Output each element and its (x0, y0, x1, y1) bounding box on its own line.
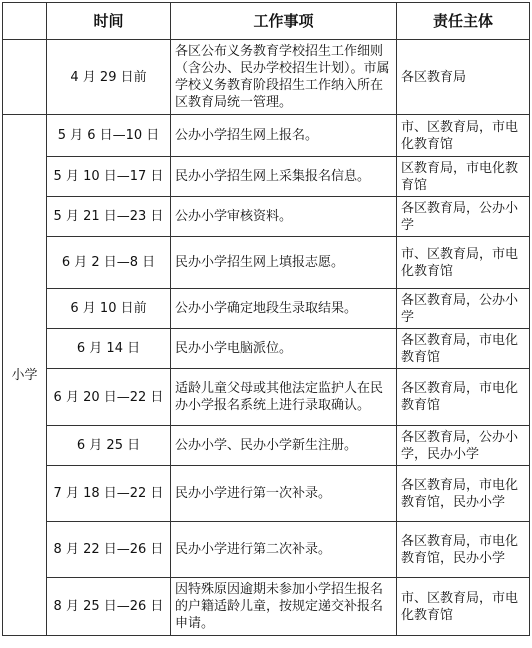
task-cell: 适龄儿童父母或其他法定监护人在民办小学报名系统上进行录取确认。 (171, 369, 397, 426)
owner-cell: 市、区教育局，市电化教育馆 (397, 237, 530, 289)
time-cell: 6 月 10 日前 (47, 289, 171, 329)
task-cell: 公办小学招生网上报名。 (171, 115, 397, 157)
table-row (3, 237, 530, 289)
time-cell: 6 月 2 日—8 日 (47, 237, 171, 289)
owner-cell: 各区教育局，市电化教育馆 (397, 329, 530, 369)
table-row (3, 157, 530, 197)
owner-cell: 各区教育局，市电化教育馆，民办小学 (397, 466, 530, 522)
owner-cell: 市、区教育局，市电化教育馆 (397, 115, 530, 157)
table-row (3, 426, 530, 466)
task-cell: 各区公布义务教育学校招生工作细则（含公办、民办学校招生计划）。市属学校义务教育阶段招生工作纳入所在区教育局统一管理。 (171, 40, 397, 115)
time-cell: 6 月 14 日 (47, 329, 171, 369)
time-cell: 6 月 20 日—22 日 (47, 369, 171, 426)
header-task: 工作事项 (171, 3, 397, 40)
time-cell: 5 月 10 日—17 日 (47, 157, 171, 197)
task-cell: 民办小学进行第一次补录。 (171, 466, 397, 522)
time-cell: 8 月 22 日—26 日 (47, 522, 171, 578)
table-row (3, 115, 530, 157)
task-cell: 公办小学、民办小学新生注册。 (171, 426, 397, 466)
time-cell: 5 月 21 日—23 日 (47, 197, 171, 237)
task-cell: 民办小学电脑派位。 (171, 329, 397, 369)
table-row (3, 40, 530, 115)
table-row (3, 329, 530, 369)
owner-cell: 各区教育局，市电化教育馆 (397, 369, 530, 426)
time-cell: 6 月 25 日 (47, 426, 171, 466)
header-owner: 责任主体 (397, 3, 530, 40)
stage-cell: 小学 (3, 115, 47, 636)
time-cell: 8 月 25 日—26 日 (47, 578, 171, 636)
task-cell: 民办小学招生网上采集报名信息。 (171, 157, 397, 197)
table-row (3, 289, 530, 329)
enrollment-schedule-table (2, 2, 530, 636)
owner-cell: 市、区教育局，市电化教育馆 (397, 578, 530, 636)
owner-cell: 区教育局，市电化教育馆 (397, 157, 530, 197)
header-row (3, 3, 530, 40)
task-cell: 公办小学确定地段生录取结果。 (171, 289, 397, 329)
time-cell: 5 月 6 日—10 日 (47, 115, 171, 157)
table-row (3, 197, 530, 237)
table-row (3, 466, 530, 522)
owner-cell: 各区教育局，公办小学，民办小学 (397, 426, 530, 466)
table-row (3, 522, 530, 578)
table-row (3, 578, 530, 636)
task-cell: 公办小学审核资料。 (171, 197, 397, 237)
owner-cell: 各区教育局，市电化教育馆，民办小学 (397, 522, 530, 578)
task-cell: 民办小学招生网上填报志愿。 (171, 237, 397, 289)
owner-cell: 各区教育局，公办小学 (397, 197, 530, 237)
time-cell: 4 月 29 日前 (47, 40, 171, 115)
owner-cell: 各区教育局，公办小学 (397, 289, 530, 329)
task-cell: 民办小学进行第二次补录。 (171, 522, 397, 578)
owner-cell: 各区教育局 (397, 40, 530, 115)
stage-cell-empty (3, 40, 47, 115)
table-row (3, 369, 530, 426)
header-time: 时间 (47, 3, 171, 40)
header-stage (3, 3, 47, 40)
task-cell: 因特殊原因逾期未参加小学招生报名的户籍适龄儿童，按规定递交补报名申请。 (171, 578, 397, 636)
time-cell: 7 月 18 日—22 日 (47, 466, 171, 522)
